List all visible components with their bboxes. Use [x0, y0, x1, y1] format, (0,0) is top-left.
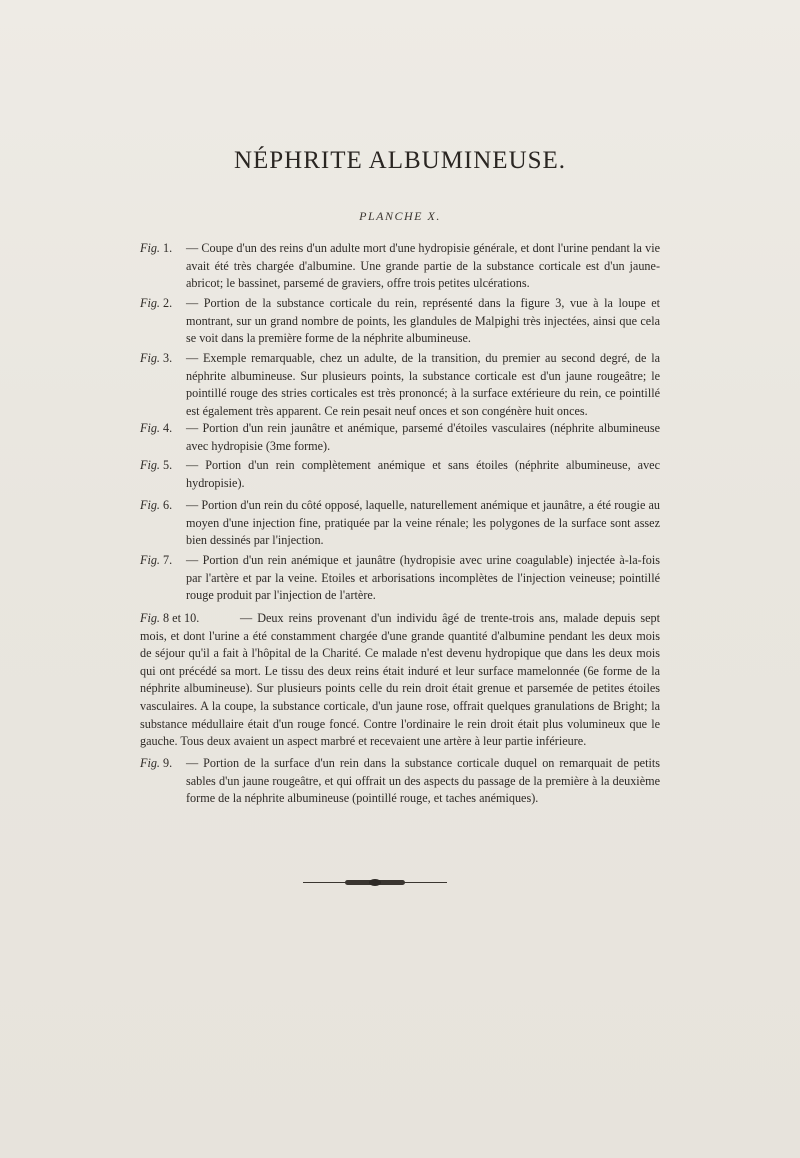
fig-number: 9. [163, 756, 173, 770]
figure-description: — Portion de la substance corticale du rein, représenté dans la figure 3, vue à la loupe et montrant, sur un grand nombre de points, les glandules de Malpighi très injectées, ainsi que cela se voit dans la première forme de la néphrite albumineuse. [186, 296, 660, 346]
fig-number: 3. [163, 351, 173, 365]
figure-label [140, 755, 186, 773]
closing-ornament-dot [369, 879, 381, 886]
figure-description: — Exemple remarquable, chez un adulte, de la transition, du premier au second degré, de la néphrite albumineuse. Sur plusieurs points, la substance corticale est d'un jaune rougeâtre; le pointillé rouge des stries corticales est très prononcé; à la surface extérieure du rein, ce pointillé est également très apparent. Ce rein pesait neuf onces et son congénère huit onces. [186, 351, 660, 418]
figure-label [140, 350, 186, 368]
fig-abbrev: Fig. [140, 498, 160, 512]
figure-label [140, 610, 200, 628]
figure-description: — Portion d'un rein jaunâtre et anémique, parsemé d'étoiles vasculaires (néphrite albumineuse avec hydropisie (3me forme). [186, 421, 660, 453]
figure-label [140, 295, 186, 313]
figure-entry-6 [140, 497, 660, 550]
figure-description: — Portion d'un rein complètement anémique et sans étoiles (néphrite albumineuse, avec hydropisie). [186, 458, 660, 490]
figure-entry-1 [140, 240, 660, 293]
fig-number: 2. [163, 296, 173, 310]
fig-abbrev: Fig. [140, 553, 160, 567]
figure-entry-7 [140, 552, 660, 605]
figure-label [140, 552, 186, 570]
fig-abbrev: Fig. [140, 611, 160, 625]
fig-number: 5. [163, 458, 173, 472]
figure-description-text: — Deux reins provenant d'un individu âgé de trente-trois ans, malade depuis sept mois, et dont l'urine a été constamment chargée d'une grande quantité d'albumine pendant les deux mois de séjour qu'il a fait à l'hôpital de la Charité. Ce malade n'est devenu hydropique que dans les deux mois qui ont précédé sa mort. Le tissu des deux reins était induré et leur surface mamelonnée (6e forme de la néphrite albumineuse). Sur plusieurs points celle du rein droit était grenue et parsemée de petites étoiles vasculaires. A la coupe, la substance corticale, d'un jaune rose, offrait quelques granulations de Bright; la substance médullaire était d'un rouge foncé. Contre l'ordinaire le rein droit était plus volumineux que le gauche. Tous deux avaient un aspect marbré et recevaient une artère à leur partie inférieure. [140, 611, 660, 749]
fig-abbrev: Fig. [140, 421, 160, 435]
fig-abbrev: Fig. [140, 296, 160, 310]
figure-entry-8-10 [140, 610, 660, 751]
figure-description: — Portion d'un rein du côté opposé, laquelle, naturellement anémique et jaunâtre, a été rougie au moyen d'une injection fine, pratiquée par la veine rénale; les polygones de la surface sont assez bien dessinés par l'injection. [186, 498, 660, 548]
figure-entry-9 [140, 755, 660, 808]
figure-entry-4 [140, 420, 660, 455]
fig-abbrev: Fig. [140, 458, 160, 472]
figure-description: — Portion d'un rein anémique et jaunâtre (hydropisie avec urine coagulable) injectée à-la-fois par l'artère et par la veine. Etoiles et arborisations incomplètes de l'injection veineuse; pointillé rouge produit par l'injection de l'artère. [186, 553, 660, 603]
figure-description: — Coupe d'un des reins d'un adulte mort d'une hydropisie générale, et dont l'urine pendant la vie avait été très chargée d'albumine. Une grande partie de la substance corticale est d'un jaune-abricot; le bassinet, parsemé de graviers, offre trois petites ulcérations. [186, 241, 660, 291]
fig-number: 1. [163, 241, 173, 255]
figure-label [140, 240, 186, 258]
fig-abbrev: Fig. [140, 756, 160, 770]
fig-number: 4. [163, 421, 173, 435]
figure-label [140, 420, 186, 438]
fig-number: 8 et 10. [163, 611, 200, 625]
fig-number: 7. [163, 553, 173, 567]
page-title: NÉPHRITE ALBUMINEUSE. [233, 147, 567, 174]
fig-abbrev: Fig. [140, 351, 160, 365]
fig-abbrev: Fig. [140, 241, 160, 255]
figure-entry-2 [140, 295, 660, 348]
plate-subtitle: PLANCHE X. [359, 209, 441, 223]
figure-label [140, 457, 186, 475]
figure-label [140, 497, 186, 515]
figure-description [140, 610, 660, 751]
figure-description: — Portion de la surface d'un rein dans la substance corticale duquel on remarquait de petits sables d'un jaune rougeâtre, et qui offrait un des aspects du passage de la première à la deuxième forme de la néphrite albumineuse (pointillé rouge, et taches anémiques). [186, 756, 660, 806]
figure-entry-3 [140, 350, 660, 420]
fig-number: 6. [163, 498, 173, 512]
figure-entry-5 [140, 457, 660, 492]
